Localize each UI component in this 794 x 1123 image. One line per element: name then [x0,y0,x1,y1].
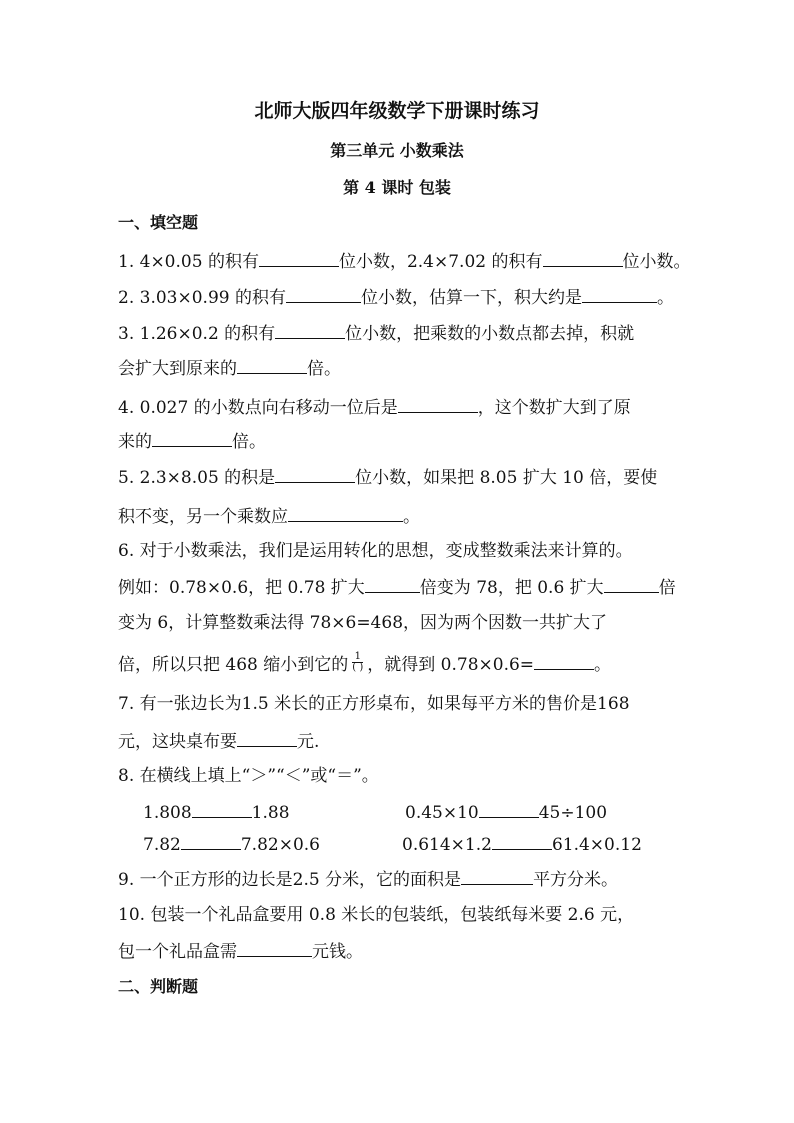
q5-text-d: 。 [403,507,420,527]
q8-compare-1 [143,801,290,824]
q1-text-b: 位小数，2.4×7.02 的积有 [338,252,543,272]
q6-text-b3: 倍 [658,578,676,598]
lesson-title: 第 4 课时 包装 [343,178,451,197]
question-7-line-2 [118,730,319,753]
question-6-line-2 [118,576,676,599]
fraction-numerator: 1 [352,652,363,663]
question-1 [118,250,691,273]
compare-blank[interactable] [479,801,539,818]
q4-text-d: 倍。 [232,432,266,452]
q9-text-a: 9. 一个正方形的边长是2.5 分米，它的面积是 [118,870,462,890]
q2-text-a: 2. 3.03×0.99 的积有 [118,288,286,308]
answer-blank[interactable] [604,576,659,593]
answer-blank[interactable] [288,505,403,522]
question-5-line-2 [118,505,420,528]
q6-text-b1: 例如：0.78×0.6，把 0.78 扩大 [118,578,365,598]
q8-left-value: 0.614×1.2 [402,835,492,855]
q8-right-value: 45÷100 [538,803,608,823]
question-6-line-1: 6. 对于小数乘法，我们是运用转化的思想，变成整数乘法来计算的。 [118,541,633,561]
question-4-line-2 [118,430,266,453]
q2-text-b: 位小数，估算一下，积大约是 [360,288,582,308]
answer-blank[interactable] [275,466,355,483]
section-heading-true-false: 二、判断题 [118,977,199,996]
question-6-line-4 [118,653,611,676]
q10-text-c: 元钱。 [312,942,363,962]
fraction-denominator[interactable]: ( ) [352,662,364,673]
q5-text-c: 积不变，另一个乘数应 [118,507,288,527]
q6-text-d2: ，就得到 0.78×0.6= [367,655,535,675]
question-7-line-1: 7. 有一张边长为1.5 米长的正方形桌布，如果每平方米的售价是168 [118,694,630,714]
question-10-line-2 [118,940,363,963]
section-heading-fill-blank: 一、填空题 [118,213,199,232]
question-2 [118,286,674,309]
question-3-line-2 [118,357,341,380]
answer-blank[interactable] [582,286,657,303]
q5-text-b: 位小数，如果把 8.05 扩大 10 倍，要使 [355,468,658,488]
q6-text-d3: 。 [594,655,612,675]
answer-blank[interactable] [275,322,345,339]
answer-blank[interactable] [259,250,339,267]
answer-blank[interactable] [543,250,623,267]
q4-text-b: ，这个数扩大到了原 [477,398,631,418]
q1-text-a: 1. 4×0.05 的积有 [118,252,259,272]
q3-text-d: 倍。 [307,359,341,379]
q2-text-c: 。 [656,288,674,308]
q8-compare-3 [143,833,320,856]
question-6-line-3: 变为 6，计算整数乘法得 78×6=468，因为两个因数一共扩大了 [118,613,608,633]
answer-blank[interactable] [237,730,297,747]
q3-text-c: 会扩大到原来的 [118,359,237,379]
question-3-line-1 [118,322,634,345]
q8-right-value: 61.4×0.12 [551,835,642,855]
q6-text-d1: 倍，所以只把 468 缩小到它的 [118,655,349,675]
question-10-line-1: 10. 包装一个礼品盒要用 0.8 米长的包装纸，包装纸每米要 2.6 元， [118,905,635,925]
q6-text-b2: 倍变为 78，把 0.6 扩大 [419,578,604,598]
fraction [352,652,363,673]
q7-text-c: 元. [297,732,320,752]
q8-compare-2 [405,801,607,824]
q4-text-c: 来的 [118,432,152,452]
question-5-line-1 [118,466,657,489]
answer-blank[interactable] [461,868,533,885]
page-title: 北师大版四年级数学下册课时练习 [254,100,540,122]
question-4-line-1 [118,396,631,419]
q8-left-value: 1.808 [143,803,192,823]
q4-text-a: 4. 0.027 的小数点向右移动一位后是 [118,398,398,418]
q5-text-a: 5. 2.3×8.05 的积是 [118,468,276,488]
q8-right-value: 7.82×0.6 [240,835,320,855]
q3-text-b: 位小数，把乘数的小数点都去掉，积就 [345,324,635,344]
q8-left-value: 7.82 [143,835,181,855]
q1-text-c: 位小数。 [622,252,691,272]
q3-text-a: 3. 1.26×0.2 的积有 [118,324,276,344]
compare-blank[interactable] [192,801,252,818]
answer-blank[interactable] [534,653,594,670]
q8-left-value: 0.45×10 [405,803,479,823]
compare-blank[interactable] [181,833,241,850]
answer-blank[interactable] [365,576,420,593]
q8-compare-4 [402,833,642,856]
question-8-title: 8. 在横线上填上“＞”“＜”或“＝”。 [118,766,379,786]
unit-title: 第三单元 小数乘法 [330,141,464,160]
q7-text-b: 元，这块桌布要 [118,732,237,752]
compare-blank[interactable] [492,833,552,850]
answer-blank[interactable] [237,940,312,957]
answer-blank[interactable] [237,357,307,374]
q10-text-b: 包一个礼品盒需 [118,942,237,962]
question-9 [118,868,618,891]
answer-blank[interactable] [152,430,232,447]
answer-blank[interactable] [286,286,361,303]
answer-blank[interactable] [398,396,478,413]
q9-text-b: 平方分米。 [533,870,619,890]
q8-right-value: 1.88 [251,803,290,823]
